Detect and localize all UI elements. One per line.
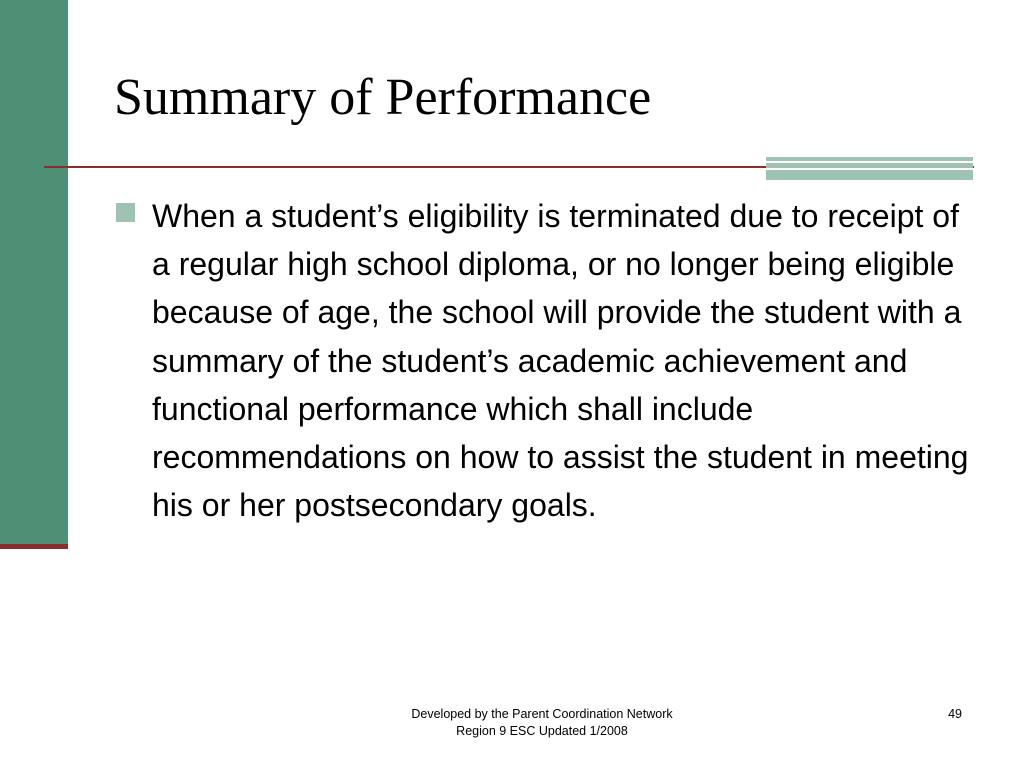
bullet-text: When a student’s eligibility is terminated due to receipt of a regular high school diploma, or no longer being eligible because of age, the school will provide the student with a summary of the student’s academic achievement and functional performance which shall include recommendations on how to assist the student in meeting his or her postsecondary goals. <box>152 198 969 524</box>
footer-credit <box>362 706 722 740</box>
footer-credit-line-2: Region 9 ESC Updated 1/2008 <box>456 724 628 738</box>
accent-stripe-top <box>766 157 973 161</box>
accent-stripes <box>766 157 973 180</box>
left-decorative-rule <box>0 544 68 549</box>
square-bullet-icon <box>116 203 135 222</box>
page-number: 49 <box>948 707 962 721</box>
accent-stripe-middle <box>766 163 973 168</box>
footer-credit-line-1: Developed by the Parent Coordination Network <box>411 707 673 721</box>
left-decorative-band <box>0 0 68 546</box>
slide-title: Summary of Performance <box>114 69 652 126</box>
accent-stripe-bottom <box>766 170 973 180</box>
